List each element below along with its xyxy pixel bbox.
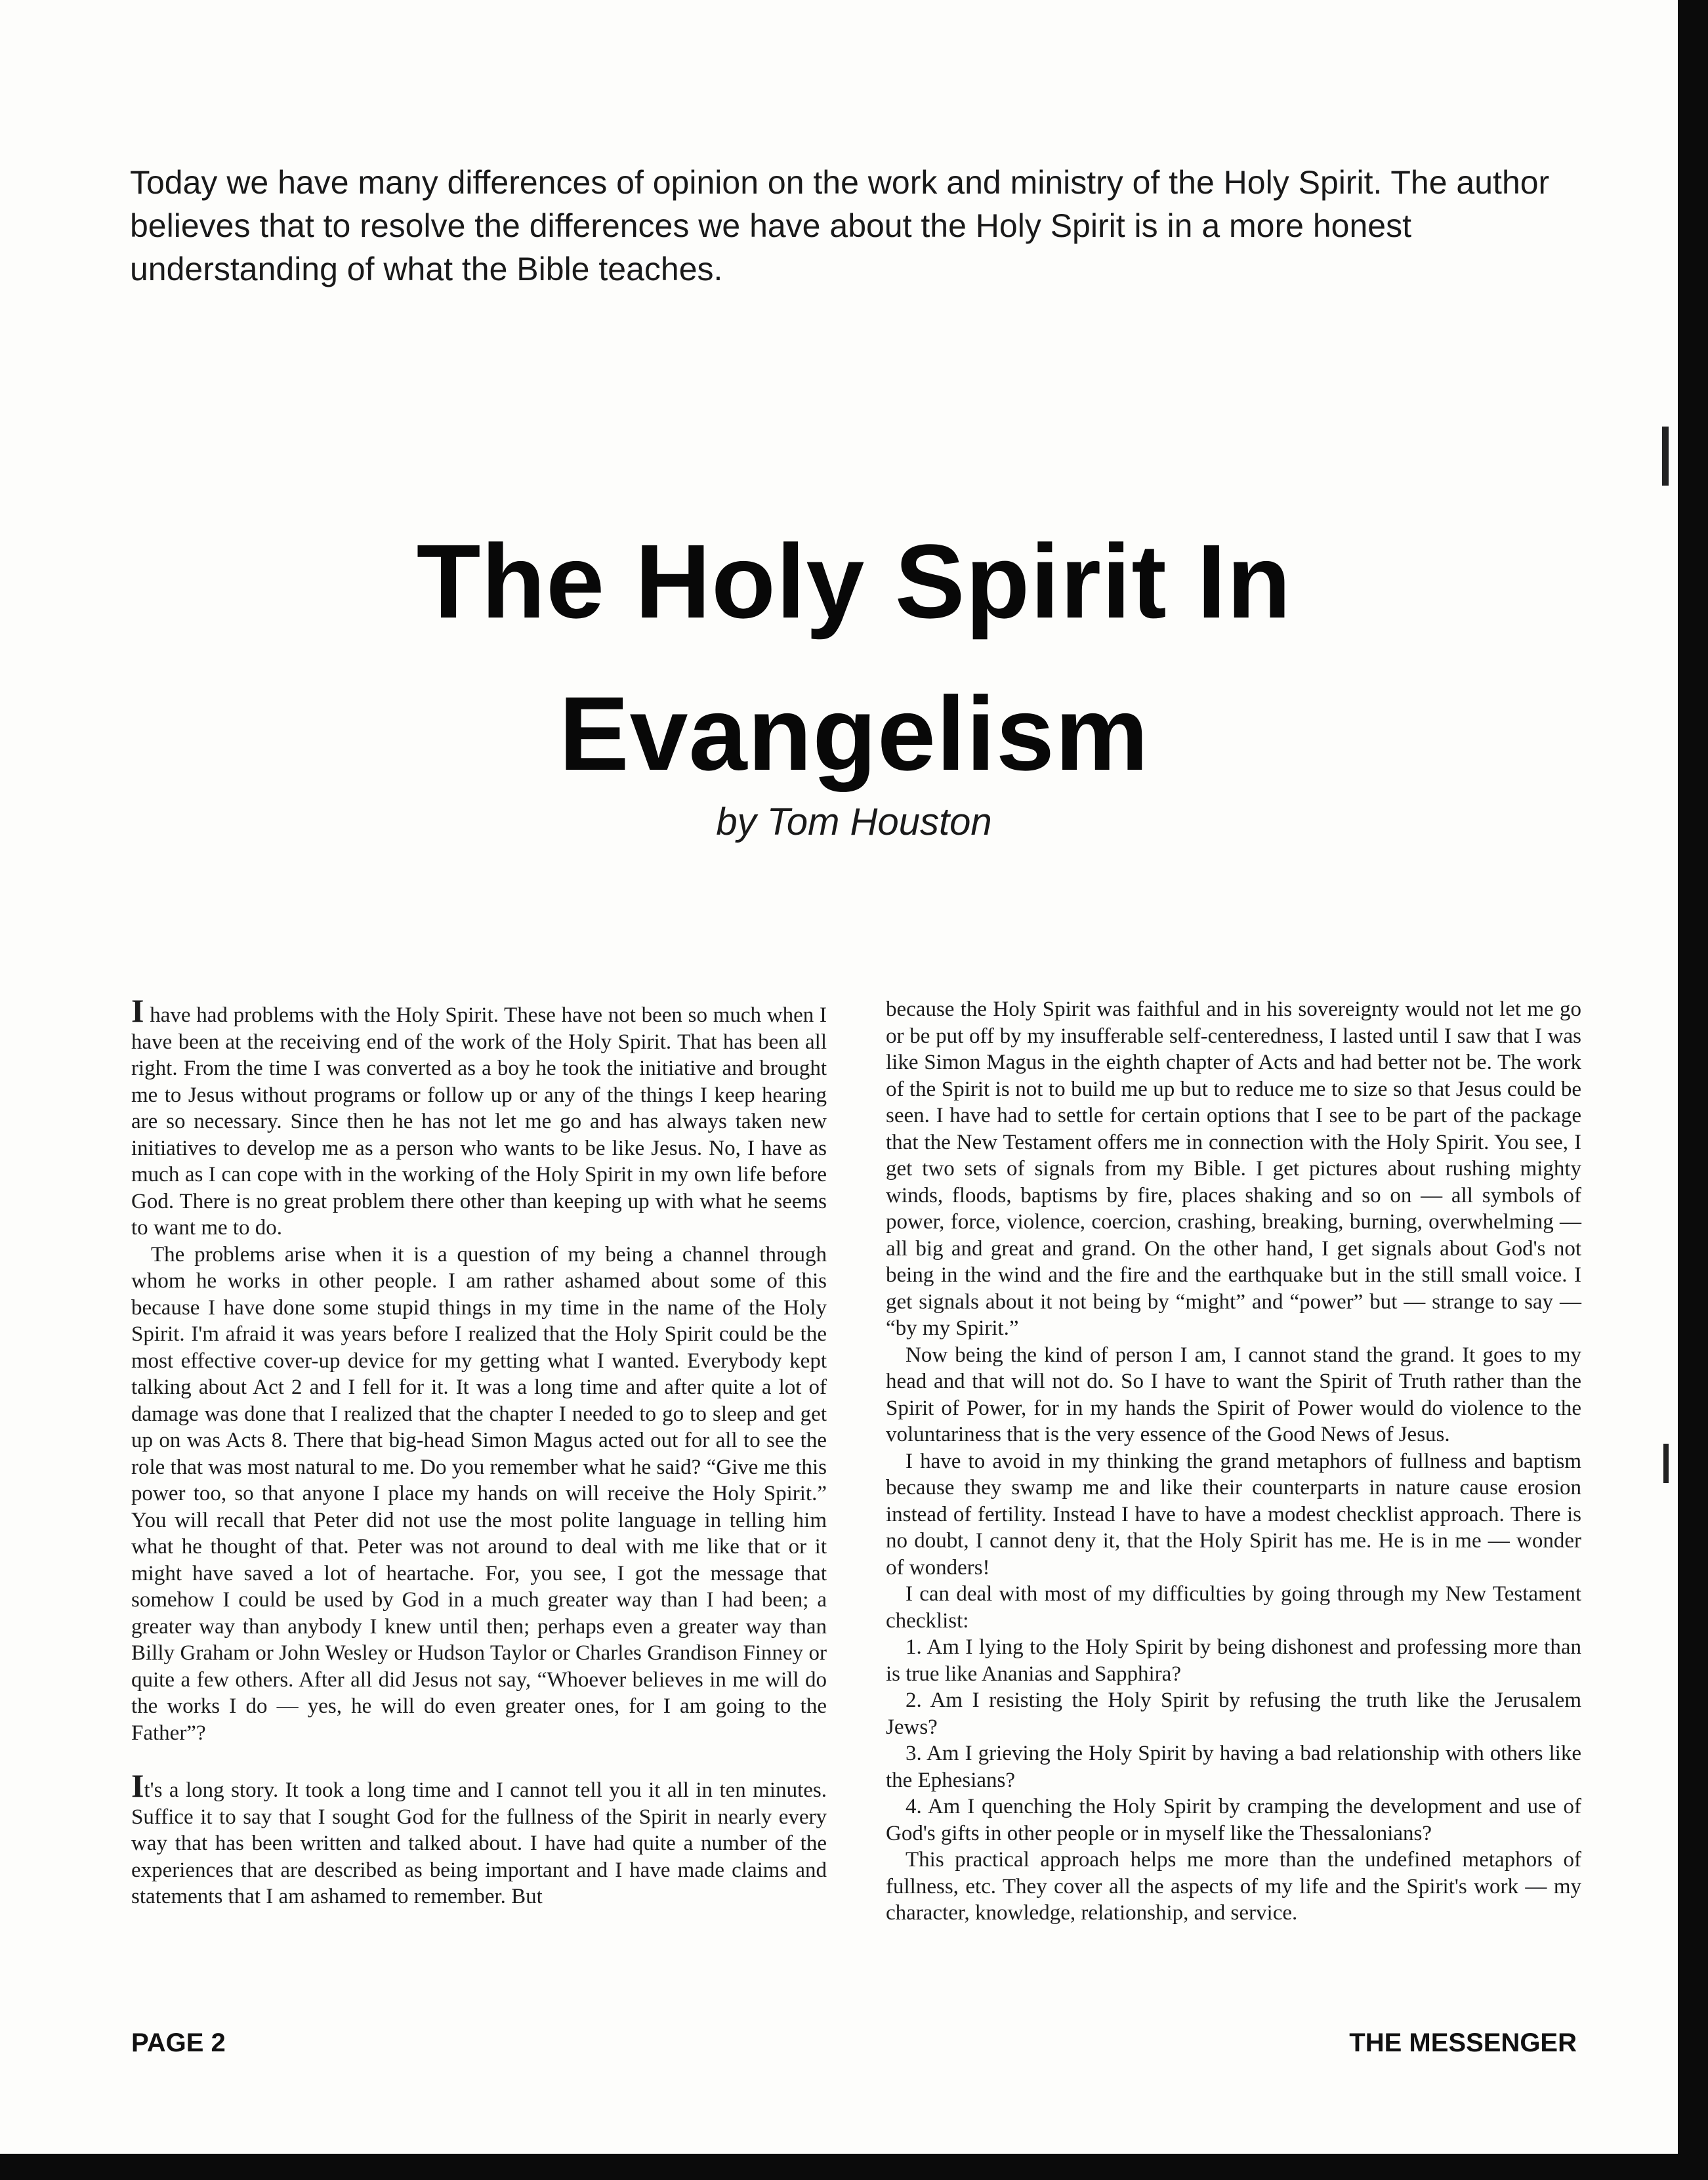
article-title [0,505,1708,810]
byline: by Tom Houston [716,801,992,843]
article-title-line-2: Evangelism [558,675,1150,792]
checklist-item: 4. Am I quenching the Holy Spirit by cramping the development and use of God's gifts in other people or in myself like the Thessalonians? [886,1795,1581,1845]
paragraph-text: t's a long story. It took a long time and I cannot tell you it all in ten minutes. Suffice it to say that I sought God for the fullness of the Spirit in nearly every way that has been written and talked about. I have had quite a number of the experiences that are described as being important and I have made claims and statements that I am ashamed to remember. But [131,1778,827,1908]
scan-mark [1663,1444,1669,1483]
checklist-item: 1. Am I lying to the Holy Spirit by being dishonest and professing more than is true like Ananias and Sapphira? [886,1635,1581,1686]
paragraph: Now being the kind of person I am, I cannot stand the grand. It goes to my head and that will not do. So I have to want the Spirit of Truth rather than the Spirit of Power, for in my hands the Spirit of Power would do violence to the voluntariness that is the very essence of the Good News of Jesus. [886,1343,1581,1446]
publication-name: THE MESSENGER [1349,2028,1577,2057]
right-column [886,996,1581,1927]
paragraph: I have to avoid in my thinking the grand metaphors of fullness and baptism because they swamp me and like their counterparts in nature cause erosion instead of fertility. Instead I have to have a modest checklist approach. There is no doubt, I cannot deny it, that the Holy Spirit has me. He is in me — wonder of wonders! [886,1449,1581,1580]
paragraph-text: have had problems with the Holy Spirit. These have not been so much when I have been at the receiving end of the work of the Holy Spirit. That has been all right. From the time I was converted as a boy he took the initiative and brought me to Jesus without programs or follow up or any of the things I keep hearing are so necessary. Since then he has not let me go and has always taken new initiatives to develop me as a person who wants to be like Jesus. No, I have as much as I can cope with in the working of the Holy Spirit in my own life before God. There is no great problem there other than keeping up with what he seems to want me to do. [131,1003,827,1240]
paragraph: because the Holy Spirit was faithful and in his sovereignty would not let me go or be put off by my insufferable self-centeredness, I lasted until I saw that I was like Simon Magus in the eighth chapter of Acts and had better not be. The work of the Spirit is not to build me up but to reduce me to size so that Jesus could be seen. I have had to settle for certain options that I see to be part of the package that the New Testament offers me in connection with the Holy Spirit. You see, I get two sets of signals from my Bible. I get pictures about rushing mighty winds, floods, baptisms by fire, places shaking and so on — all symbols of power, force, violence, coercion, crashing, breaking, burning, overwhelming — all big and great and grand. On the other hand, I get signals about God's not being in the wind and the fire and the earthquake but in the still small voice. I get signals about it not being by “might” and “power” but — strange to say — “by my Spirit.” [886,997,1581,1340]
drop-cap: I [131,992,144,1029]
article-title-line-1: The Holy Spirit In [416,522,1292,640]
scan-mark [1662,427,1669,486]
scan-border-bottom [0,2154,1708,2180]
paragraph [131,1767,827,1910]
drop-cap: I [131,1767,144,1804]
paragraph: The problems arise when it is a question of my being a channel through whom he works in other people. I am rather ashamed about some of this because I have done some stupid things in my time in the name of the Holy Spirit. I'm afraid it was years before I realized that the Holy Spirit could be the most effective cover-up device for my getting what I wanted. Everybody kept talking about Act 2 and I fell for it. It was a long time and after quite a lot of damage was done that I realized that the chapter I needed to go to sleep and get up on was Acts 8. There that big-head Simon Magus acted out for all to see the role that was most natural to me. Do you remember what he said? “Give me this power too, so that anyone I place my hands on will receive the Holy Spirit.” You will recall that Peter did not use the most polite language in telling him what he thought of that. Peter was not around to deal with me like that or it might have saved a lot of heartache. For, you see, I got the message that somehow I could be used by God in a much greater way than I had been; a greater way than anybody I knew until then; perhaps even a greater way than Billy Graham or John Wesley or Hudson Taylor or Charles Grandison Finney or quite a few others. After all did Jesus not say, “Whoever believes in me will do the works I do — yes, he will do even greater ones, for I am going to the Father”? [131,1242,827,1745]
paragraph: I can deal with most of my difficulties by going through my New Testament checklist: [886,1582,1581,1633]
checklist-item: 2. Am I resisting the Holy Spirit by refusing the truth like the Jerusalem Jews? [886,1688,1581,1739]
left-column [131,992,827,1910]
page-number: PAGE 2 [131,2028,226,2057]
paragraph [131,992,827,1242]
checklist-item: 3. Am I grieving the Holy Spirit by having a bad relationship with others like the Ephesians? [886,1742,1581,1792]
scan-border-right [1678,0,1708,2180]
paragraph: This practical approach helps me more than the undefined metaphors of fullness, etc. They cover all the aspects of my life and the Spirit's work — my character, knowledge, relationship, and service. [886,1848,1581,1925]
intro-text: Today we have many differences of opinion on the work and ministry of the Holy Spirit. The author believes that to resolve the differences we have about the Holy Spirit is in a more honest understanding of what the Bible teaches. [130,164,1550,287]
